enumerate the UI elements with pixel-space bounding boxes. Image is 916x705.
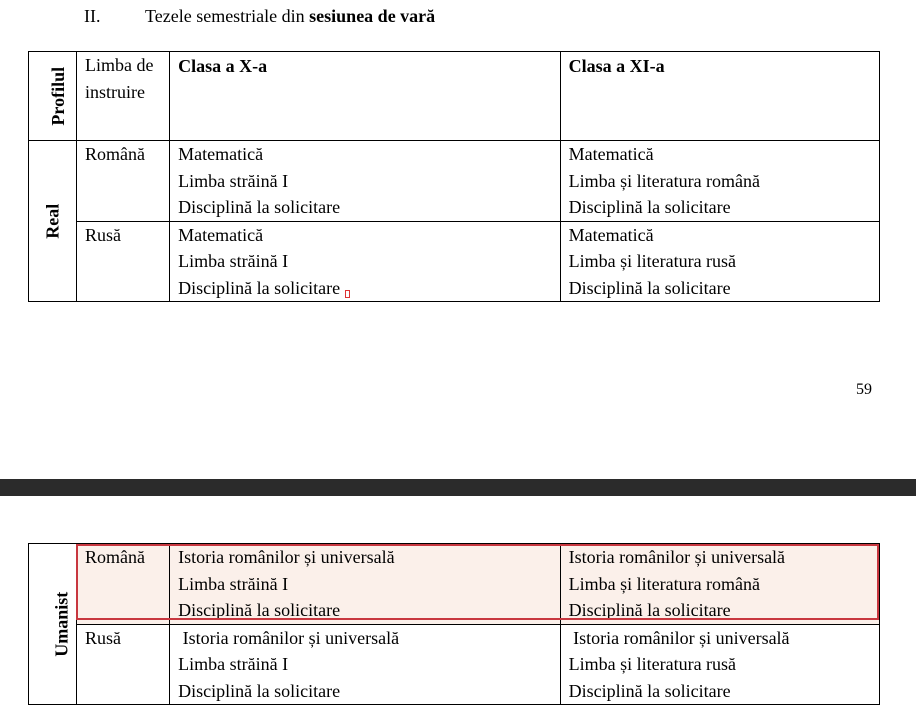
class-x-subjects: Istoria românilor și universală Limba străină I Disciplină la solicitare [170, 544, 560, 625]
profile-humanist-label: Umanist [29, 544, 77, 705]
language-cell: Rusă [77, 221, 170, 302]
header-class-xi: Clasa a XI-a [560, 52, 879, 141]
class-xi-subjects: Matematică Limba și literatura rusă Disciplină la solicitare [560, 221, 879, 302]
language-cell: Română [77, 544, 170, 625]
class-x-subjects: Istoria românilor și universală Limba străină I Disciplină la solicitare [170, 624, 560, 705]
section-heading [84, 6, 435, 27]
document-page-2 [0, 496, 916, 702]
class-x-subjects: Matematică Limba străină I Disciplină la solicitare [170, 141, 560, 222]
header-class-x: Clasa a X-a [170, 52, 560, 141]
text-cursor-marker [345, 290, 350, 298]
section-title-prefix: Tezele semestriale din [145, 6, 310, 26]
header-profile: Profilul [29, 52, 77, 141]
language-cell: Română [77, 141, 170, 222]
page-number: 59 [856, 381, 872, 398]
exam-table-humanist [28, 543, 880, 705]
class-xi-subjects: Istoria românilor și universală Limba și literatura română Disciplină la solicitare [560, 544, 879, 625]
exam-table-real [28, 51, 880, 302]
class-xi-subjects: Istoria românilor și universală Limba și literatura rusă Disciplină la solicitare [560, 624, 879, 705]
page-separator [0, 479, 916, 496]
profile-real-label: Real [29, 141, 77, 302]
section-number: II. [84, 6, 101, 26]
section-title-bold: sesiunea de vară [309, 6, 436, 26]
table-row [29, 221, 880, 302]
table-header-row [29, 52, 880, 141]
table-row [29, 141, 880, 222]
class-xi-subjects: Matematică Limba și literatura română Disciplină la solicitare [560, 141, 879, 222]
class-x-subjects: Matematică Limba străină I Disciplină la solicitare [170, 221, 560, 302]
table-row [29, 624, 880, 705]
table-row-highlighted[interactable] [29, 544, 880, 625]
language-cell: Rusă [77, 624, 170, 705]
header-language: Limba de instruire [77, 52, 170, 141]
